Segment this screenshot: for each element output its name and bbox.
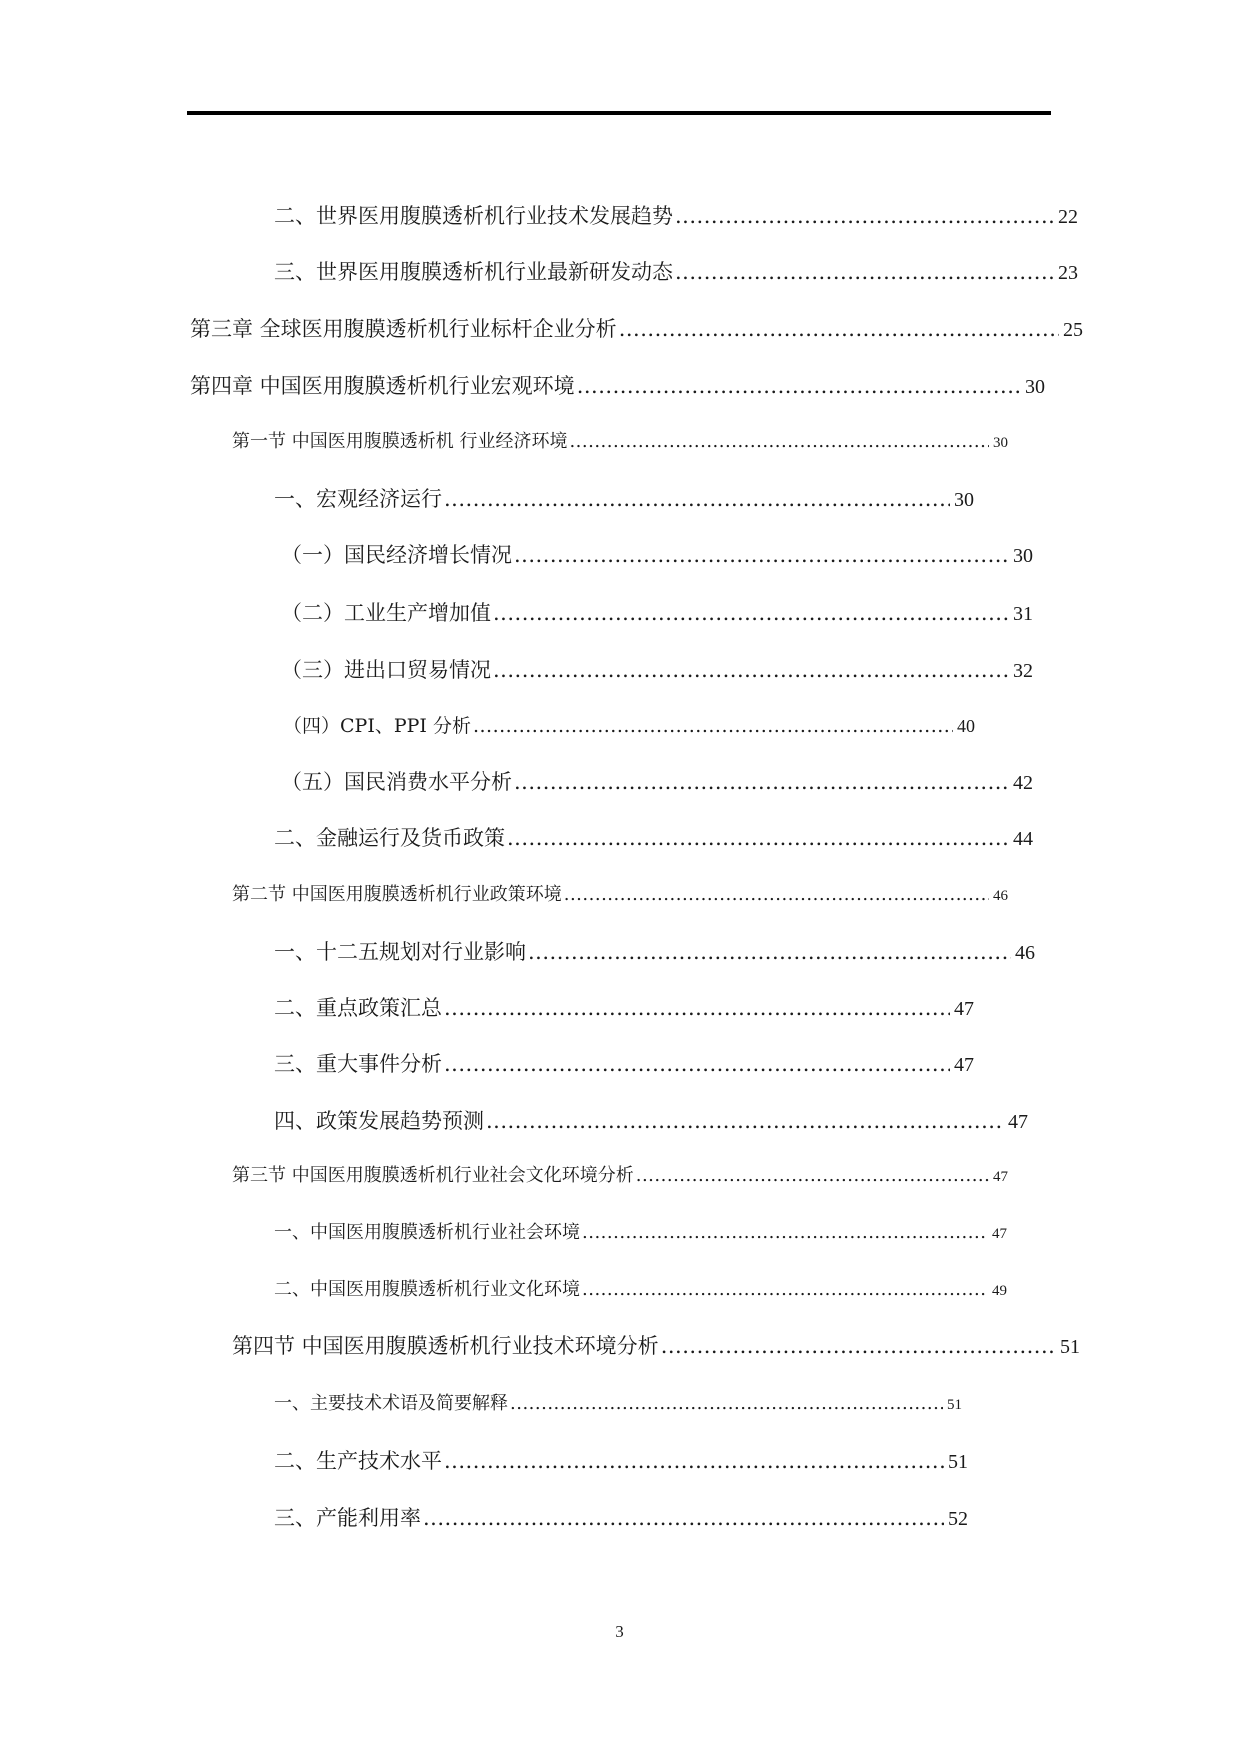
toc-entry-title: 一、十二五规划对行业影响 [274,940,526,964]
leader-dots [675,260,1054,284]
leader-dots [636,1165,989,1186]
toc-entry[interactable] [283,711,975,738]
toc-entry-title: 三、产能利用率 [274,1506,421,1530]
leader-dots [444,1052,950,1076]
leader-dots [569,431,989,452]
leader-dots [493,658,1009,682]
toc-entry[interactable] [190,313,1083,343]
page-number: 3 [615,1622,624,1641]
toc-entry-title: 一、主要技术术语及简要解释 [274,1393,508,1414]
toc-entry[interactable] [274,1502,968,1532]
toc-entry[interactable] [274,822,1033,852]
toc-entry-title: 二、中国医用腹膜透析机行业文化环境 [274,1279,580,1300]
leader-dots [473,715,953,737]
leader-dots [510,1393,943,1414]
toc-entry-title: 第二节 中国医用腹膜透析机行业政策环境 [232,884,562,905]
toc-entry-page: 47 [1008,1111,1028,1133]
toc-entry-page: 23 [1058,262,1078,284]
toc-entry[interactable] [281,597,1033,627]
toc-entry-page: 47 [954,998,974,1020]
toc-entry-page: 52 [948,1508,968,1530]
leader-dots [486,1109,1004,1133]
toc-entry-page: 44 [1013,828,1033,850]
toc-entry-page: 25 [1063,319,1083,341]
toc-entry[interactable] [274,1389,962,1415]
toc-entry-page: 30 [1025,376,1045,398]
leader-dots [619,317,1059,341]
toc-entry-title: （二）工业生产增加值 [281,601,491,625]
toc-entry-page: 47 [992,1226,1007,1242]
toc-entry[interactable] [274,1445,968,1475]
header-rule [187,111,1051,115]
toc-entry[interactable] [232,1330,1080,1360]
toc-entry-title: 第三节 中国医用腹膜透析机行业社会文化环境分析 [232,1165,634,1186]
toc-entry-title: 三、重大事件分析 [274,1052,442,1076]
toc-entry-page: 30 [993,435,1008,451]
toc-entry[interactable] [232,1161,1008,1187]
toc-entry[interactable] [274,1218,1007,1244]
toc-entry-page: 51 [948,1451,968,1473]
toc-entry-page: 49 [992,1283,1007,1299]
leader-dots [423,1506,944,1530]
toc-entry[interactable] [274,1275,1007,1301]
leader-dots [577,374,1021,398]
leader-dots [661,1334,1056,1358]
toc-entry-title: （四）CPI、PPI 分析 [283,715,471,737]
toc-entry-page: 51 [947,1397,962,1413]
toc-entry-page: 51 [1060,1336,1080,1358]
toc-entry[interactable] [281,654,1033,684]
toc-entry-title: 第三章 全球医用腹膜透析机行业标杆企业分析 [190,317,617,341]
toc-entry-title: 第四章 中国医用腹膜透析机行业宏观环境 [190,374,575,398]
leader-dots [582,1279,988,1300]
toc-entry-page: 46 [1015,942,1035,964]
leader-dots [444,1449,944,1473]
toc-entry-page: 42 [1013,772,1033,794]
toc-entry-page: 40 [957,716,975,736]
leader-dots [493,601,1009,625]
toc-entry-page: 47 [954,1054,974,1076]
leader-dots [507,826,1009,850]
toc-entry-title: （三）进出口贸易情况 [281,658,491,682]
toc-entry[interactable] [232,427,1008,453]
toc-entry-title: 一、宏观经济运行 [274,487,442,511]
toc-entry[interactable] [190,370,1045,400]
leader-dots [444,996,950,1020]
leader-dots [564,884,989,905]
toc-entry-title: 二、重点政策汇总 [274,996,442,1020]
toc-entry[interactable] [274,256,1078,286]
toc-entry[interactable] [281,539,1033,569]
toc-entry-title: 三、世界医用腹膜透析机行业最新研发动态 [274,260,673,284]
leader-dots [528,940,1011,964]
toc-entry-page: 46 [993,888,1008,904]
leader-dots [514,543,1009,567]
toc-entry[interactable] [274,200,1078,230]
toc-entry-title: （一）国民经济增长情况 [281,543,512,567]
toc-entry[interactable] [274,936,1035,966]
toc-entry-title: 四、政策发展趋势预测 [274,1109,484,1133]
toc-entry-page: 30 [1013,545,1033,567]
toc-entry-title: 二、世界医用腹膜透析机行业技术发展趋势 [274,204,673,228]
toc-entry[interactable] [281,766,1033,796]
toc-entry-title: 二、金融运行及货币政策 [274,826,505,850]
toc-entry-title: 第四节 中国医用腹膜透析机行业技术环境分析 [232,1334,659,1358]
toc-entry[interactable] [232,880,1008,906]
toc-entry[interactable] [274,992,974,1022]
leader-dots [514,770,1009,794]
toc-entry-page: 22 [1058,206,1078,228]
toc-entry[interactable] [274,1048,974,1078]
toc-entry-title: 二、生产技术水平 [274,1449,442,1473]
toc-entry-page: 31 [1013,603,1033,625]
toc-entry-title: 第一节 中国医用腹膜透析机 行业经济环境 [232,431,568,452]
toc-entry-page: 30 [954,489,974,511]
toc-entry-page: 32 [1013,660,1033,682]
toc-entry[interactable] [274,1105,1028,1135]
toc-entry[interactable] [274,483,974,513]
leader-dots [582,1222,988,1243]
toc-entry-title: （五）国民消费水平分析 [281,770,512,794]
toc-entry-page: 47 [993,1169,1008,1185]
leader-dots [675,204,1054,228]
toc-entry-title: 一、中国医用腹膜透析机行业社会环境 [274,1222,580,1243]
leader-dots [444,487,950,511]
